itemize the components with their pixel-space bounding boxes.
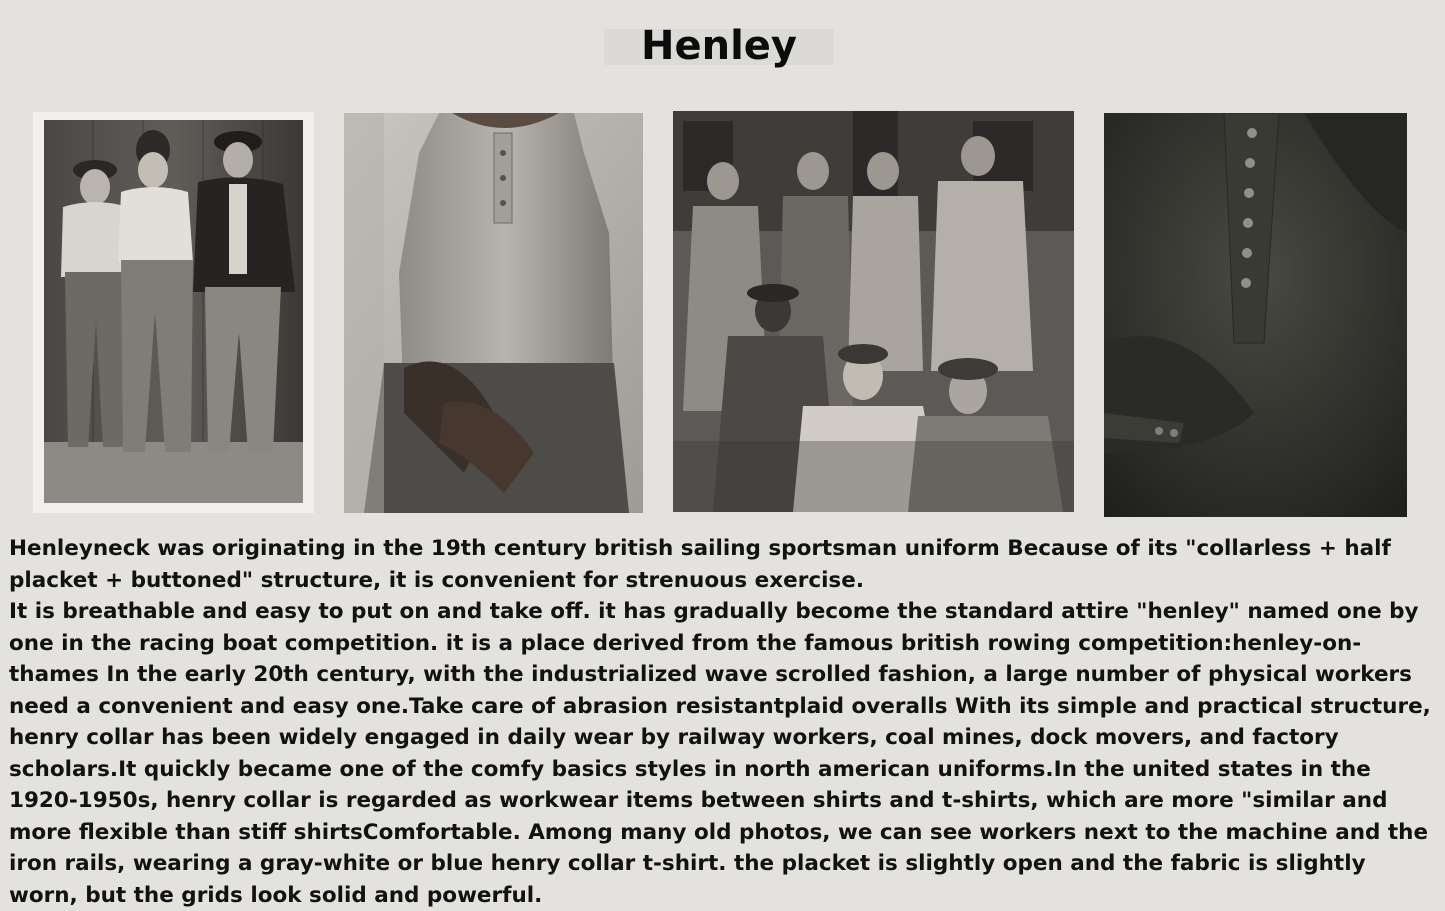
photo-henley-torso: [344, 113, 643, 513]
photo-workers-group: [673, 111, 1074, 512]
page-title: Henley: [641, 23, 797, 69]
photo-placket-closeup: [1104, 113, 1407, 517]
paragraph-origin: Henleyneck was originating in the 19th century british sailing sportsman uniform Because of its "collarless + half placket + buttoned" structure, it is convenient for strenuous exercise.: [9, 536, 1391, 593]
photo-three-young-men: [33, 112, 314, 513]
description-text: [9, 533, 1441, 911]
paragraph-history: It is breathable and easy to put on and take off. it has gradually become the standard attire "henley" named one by one in the racing boat competition. it is a place derived from the famous british rowing competition:henley-on-thames In the early 20th century, with the industrialized wave scrolled fashion, a large number of physical workers need a convenient and easy one.Take care of abrasion resistantplaid overalls With its simple and practical structure, henry collar has been widely engaged in daily wear by railway workers, coal mines, dock movers, and factory scholars.It quickly became one of the comfy basics styles in north american uniforms.In the united states in the 1920-1950s, henry collar is regarded as workwear items between shirts and t-shirts, which are more "similar and more flexible than stiff shirtsComfortable. Among many old photos, we can see workers next to the machine and the iron rails, wearing a gray-white or blue henry collar t-shirt. the placket is slightly open and the fabric is slightly worn, but the grids look solid and powerful.: [9, 599, 1431, 908]
